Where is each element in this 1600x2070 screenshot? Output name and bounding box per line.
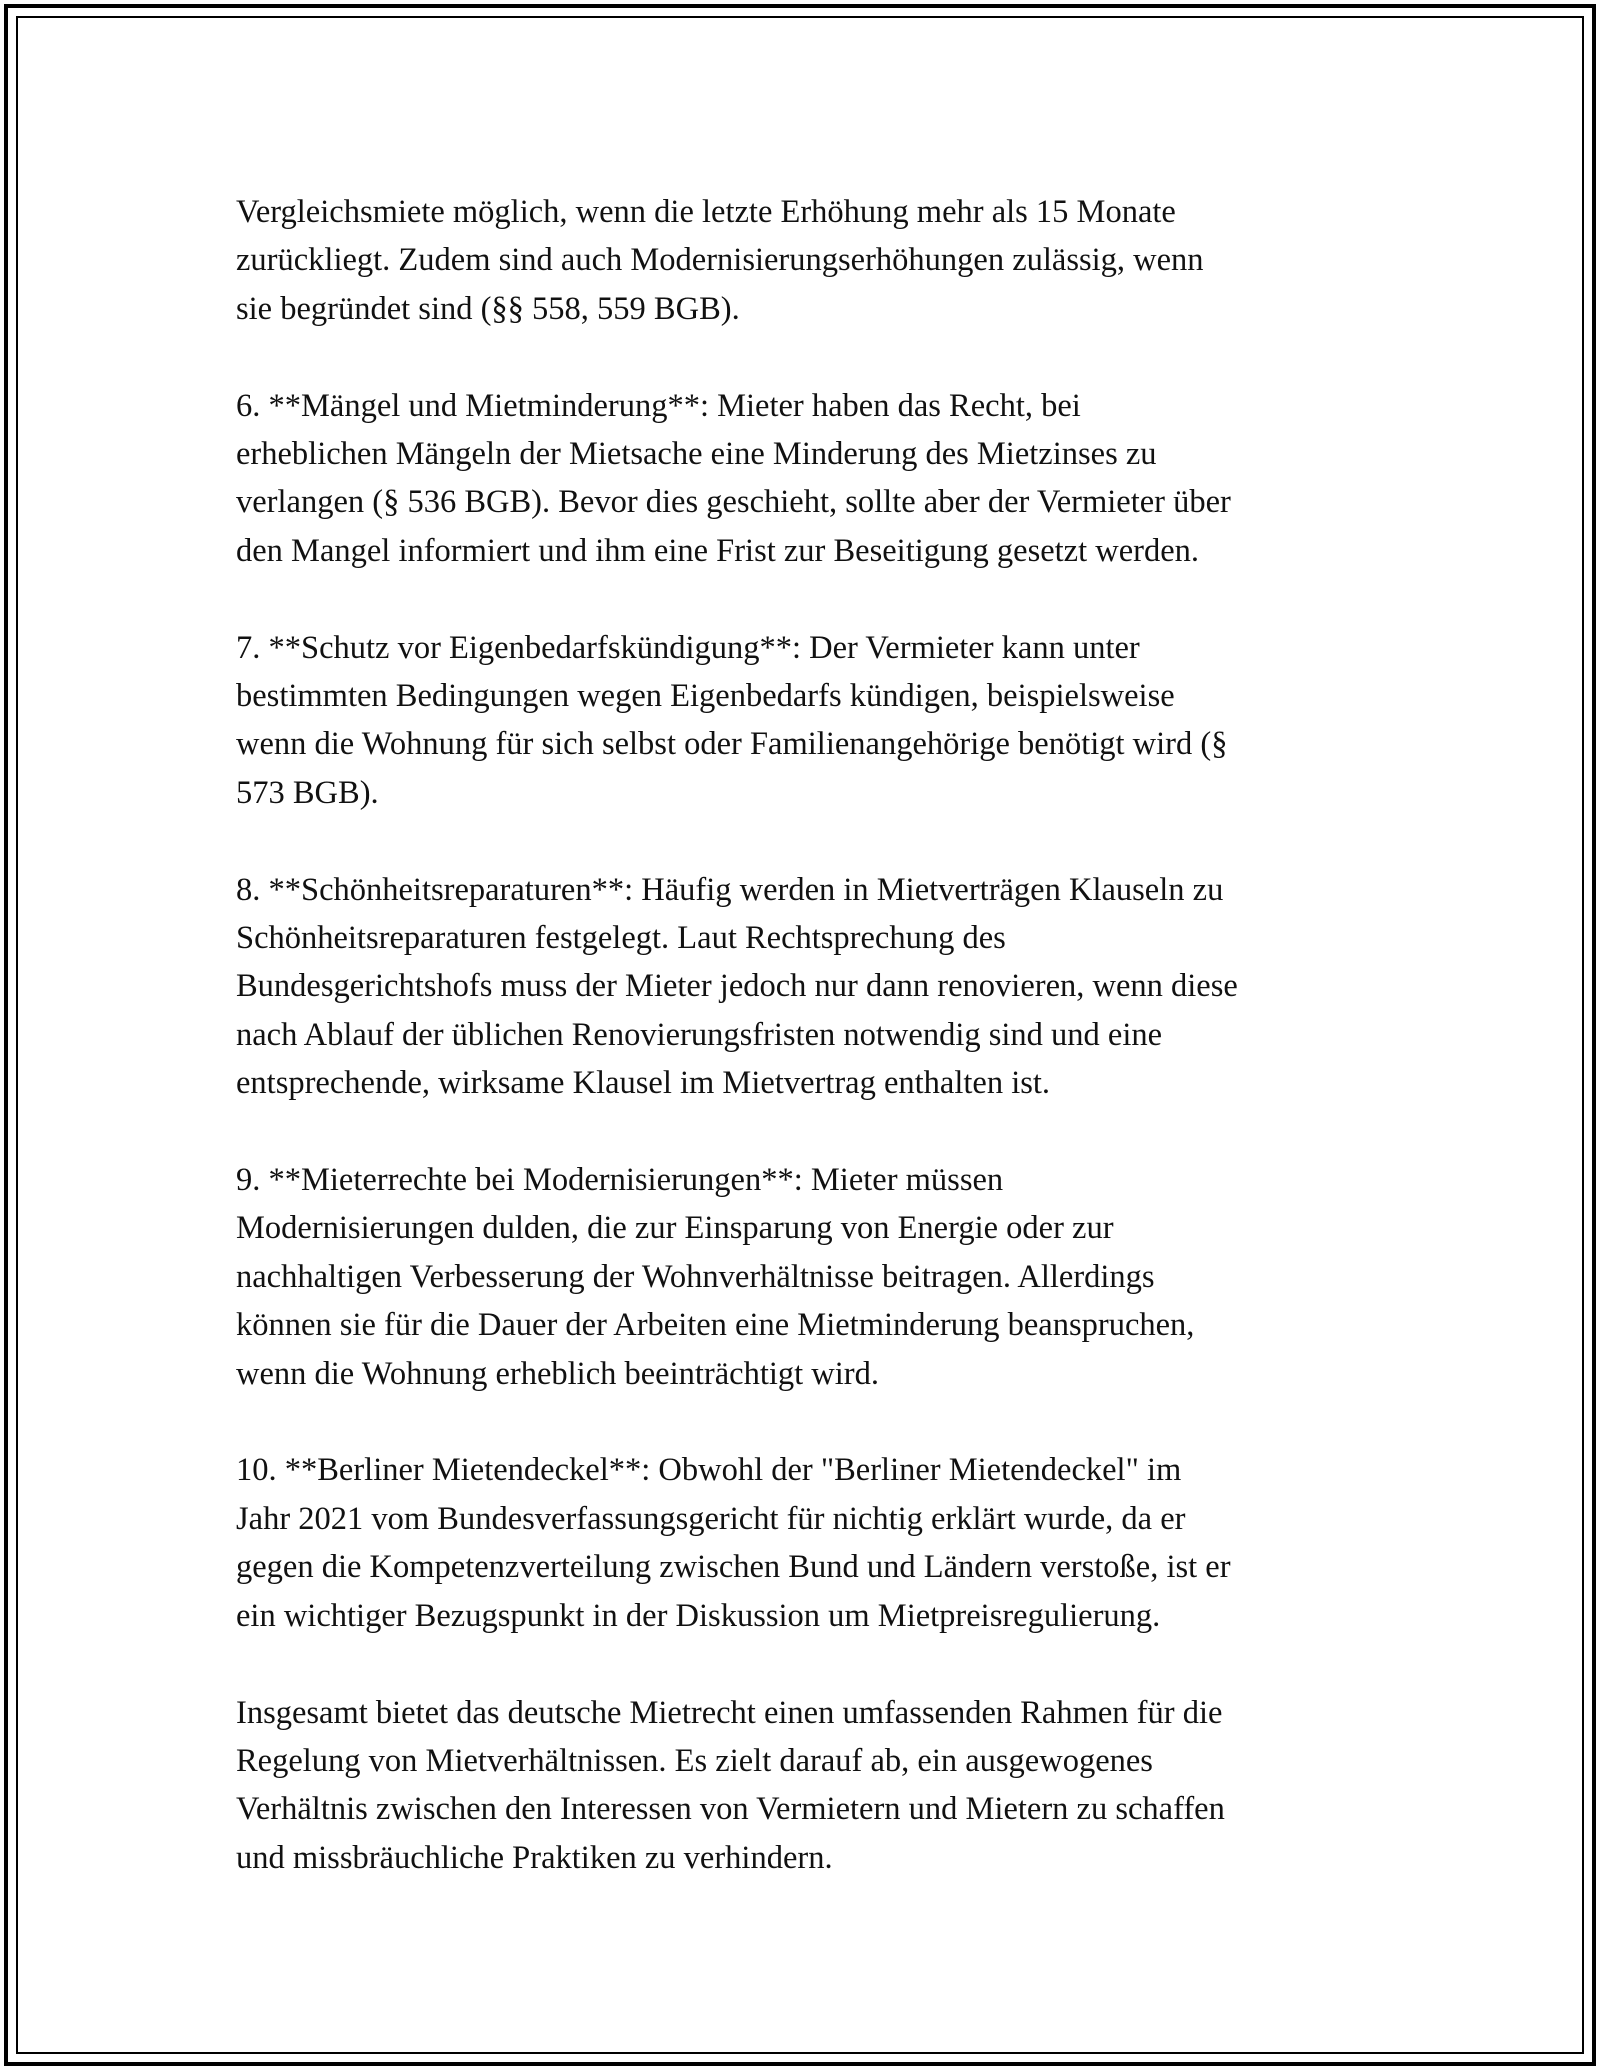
paragraph-defects-rent-reduction: 6. **Mängel und Mietminderung**: Mieter haben das Recht, bei erheblichen Mängeln der Mietsache eine Minderung des Mietzinses zu verlangen (§ 536 BGB). Bevor dies geschieht, sollte aber der Vermieter über den Mangel informiert und ihm eine Frist zur Beseitigung gesetzt werden. (236, 387, 1231, 569)
paragraph-rent-increase-continuation: Vergleichsmiete möglich, wenn die letzte Erhöhung mehr als 15 Monate zurückliegt. Zudem sind auch Modernisierungserhöhungen zulässig, wenn sie begründet sind (§§ 558, 559 BGB). (236, 194, 1204, 327)
paragraph-own-use-termination: 7. **Schutz vor Eigenbedarfskündigung**: Der Vermieter kann unter bestimmten Bedingungen wegen Eigenbedarfs kündigen, beispielsweise wenn die Wohnung für sich selbst oder Familienangehörige benötigt wird (§ 573 BGB). (236, 629, 1228, 811)
paragraph-cosmetic-repairs: 8. **Schönheitsreparaturen**: Häufig werden in Mietverträgen Klauseln zu Schönheitsreparaturen festgelegt. Laut Rechtsprechung des Bundesgerichtshofs muss der Mieter jedoch nur dann renovieren, wenn diese nach Ablauf der üblichen Renovierungsfristen notwendig sind und eine entsprechende, wirksame Klausel im Mietvertrag enthalten ist. (236, 871, 1238, 1102)
paragraph-conclusion: Insgesamt bietet das deutsche Mietrecht einen umfassenden Rahmen für die Regelung von Mietverhältnissen. Es zielt darauf ab, ein ausgewogenes Verhältnis zwischen den Interessen von Vermietern und Mietern zu schaffen und missbräuchliche Praktiken zu verhindern. (236, 1694, 1225, 1876)
paragraph-berlin-rent-cap: 10. **Berliner Mietendeckel**: Obwohl der "Berliner Mietendeckel" im Jahr 2021 vom Bundesverfassungsgericht für nichtig erklärt wurde, da er gegen die Kompetenzverteilung zwischen Bund und Ländern verstoße, ist er ein wichtiger Bezugspunkt in der Diskussion um Mietpreisregulierung. (236, 1452, 1231, 1634)
document-body (236, 188, 1386, 1882)
paragraph-modernization-rights: 9. **Mieterrechte bei Modernisierungen**: Mieter müssen Modernisierungen dulden, die zur Einsparung von Energie oder zur nachhaltigen Verbesserung der Wohnverhältnisse beitragen. Allerdings können sie für die Dauer der Arbeiten eine Mietminderung beanspruchen, wenn die Wohnung erheblich beeinträchtigt wird. (236, 1162, 1195, 1392)
